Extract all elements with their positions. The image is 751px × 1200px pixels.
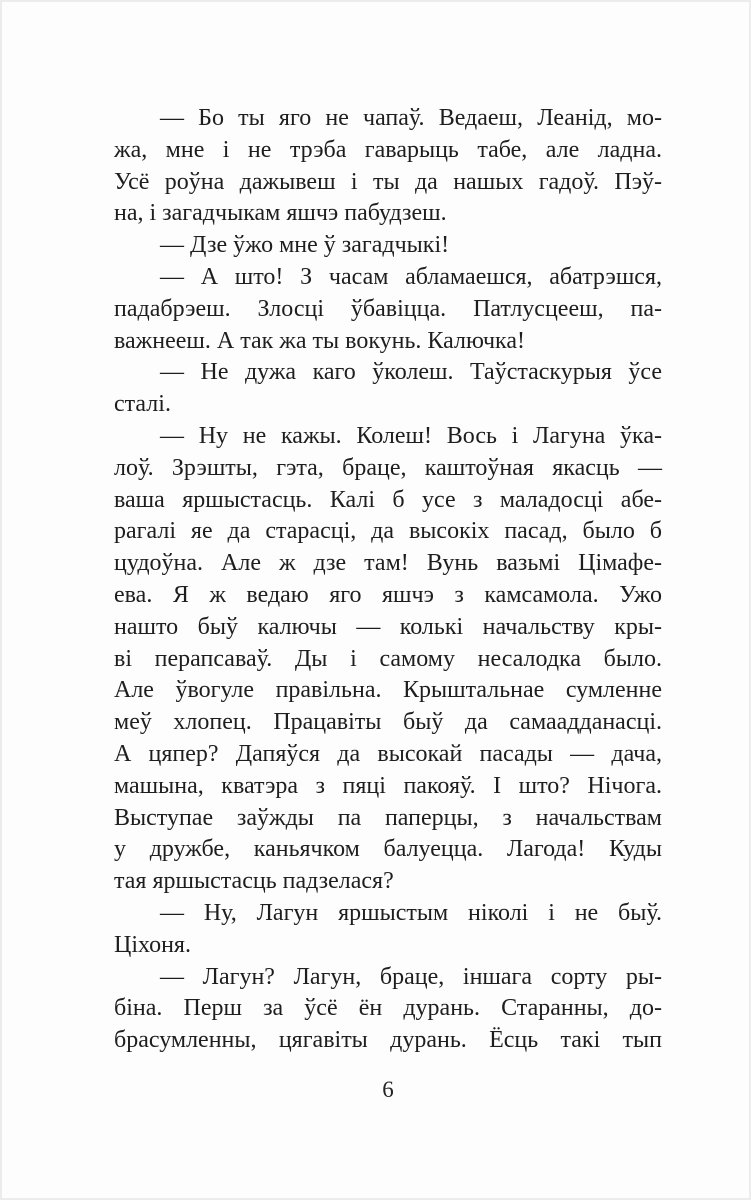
text-line: важнееш. А так жа ты вокунь. Калючка! [114, 327, 525, 354]
text-line: — Лагун? Лагун, браце, іншага сорту ры- [160, 963, 662, 990]
page-text [114, 103, 662, 1057]
text-line: цудоўна. Але ж дзе там! Вунь вазьмі Цімафе- [114, 550, 662, 577]
text-line: — А што! З часам абламаешся, абатрэшся, [160, 263, 662, 290]
text-line: — Ну не кажы. Колеш! Вось і Лагуна ўка- [160, 422, 662, 449]
text-line: меў хлопец. Працавіты быў да самаадданасці. [114, 709, 662, 736]
text-line: на, і загадчыкам яшчэ пабудзеш. [114, 200, 447, 227]
page-number: 6 [382, 1077, 394, 1102]
text-line: сталі. [114, 391, 171, 418]
text-line: Усё роўна дажывеш і ты да нашых гадоў. Пэў- [114, 168, 662, 195]
text-line: ева. Я ж ведаю яго яшчэ з камсамола. Ужо [114, 581, 662, 608]
text-line: — Бо ты яго не чапаў. Ведаеш, Леанід, мо- [160, 105, 662, 131]
text-line: нашто быў калючы — колькі начальству кры- [114, 613, 662, 640]
text-line: — Ну, Лагун яршыстым ніколі і не быў. [160, 899, 662, 926]
text-line: лоў. Зрэшты, гэта, браце, каштоўная якасць — [114, 454, 662, 481]
text-line: брасумленны, цягавіты дурань. Ёсць такі тып [114, 1027, 662, 1054]
text-line: А цяпер? Дапяўся да высокай пасады — дача, [114, 740, 662, 767]
text-line: — Не дужа каго ўколеш. Таўстаскурыя ўсе [160, 359, 662, 386]
text-line: рагалі яе да старасці, да высокіх пасад, было б [114, 518, 662, 545]
text-line: біна. Перш за ўсё ён дурань. Старанны, до- [114, 995, 662, 1022]
text-line: Выступае заўжды па паперцы, з начальствам [114, 804, 662, 831]
text-line: Але ўвогуле правільна. Крыштальнае сумленне [114, 677, 662, 704]
text-line: машына, кватэра з пяці пакояў. І што? Нічога. [114, 772, 662, 799]
text-line: падабрэеш. Злосці ўбавіцца. Патлусцееш, па- [114, 295, 662, 322]
text-line: — Дзе ўжо мне ў загадчыкі! [160, 232, 450, 259]
text-line: Ціхоня. [114, 931, 191, 958]
text-line: ваша яршыстасць. Калі б усе з маладосці абе- [114, 486, 662, 513]
text-line: ві перапсаваў. Ды і самому несалодка было. [114, 645, 662, 672]
text-line: жа, мне і не трэба гаварыць табе, але ладна. [114, 136, 662, 163]
text-line: у дружбе, каньячком балуецца. Лагода! Куды [114, 836, 662, 863]
text-line: тая яршыстасць падзелася? [114, 868, 394, 895]
